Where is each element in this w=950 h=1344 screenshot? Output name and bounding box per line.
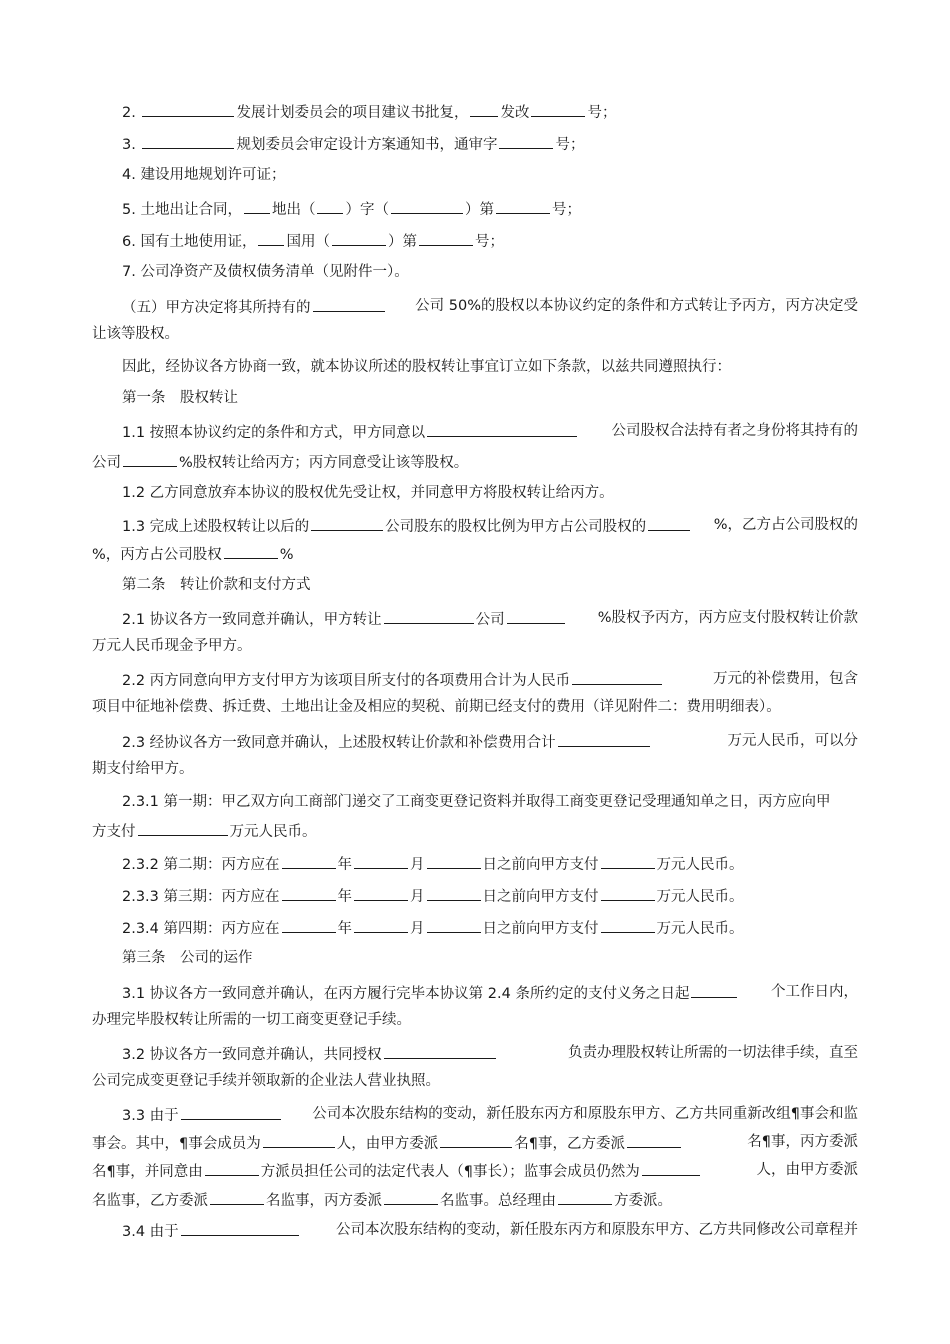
item-4-line: 4. 建设用地规划许可证； <box>122 167 286 183</box>
item-7-line: 7. 公司净资产及债权债务清单（见附件一）。 <box>122 264 409 280</box>
para-1-1-line1: 1.1 按照本协议约定的条件和方式，甲方同意以 公司股权合法持有者之身份将其持有的 <box>122 423 858 441</box>
article-1-heading: 第一条 股权转让 <box>122 390 238 406</box>
para-2-1-line2: 万元人民币现金予甲方。 <box>92 638 252 654</box>
para-3-3-line2: 事会。其中，¶事会成员为 人，由甲方委派 名¶事，乙方委派 名¶事，丙方委派 <box>92 1134 858 1152</box>
para-2-3-1-line2: 方支付 万元人民币。 <box>0 820 317 842</box>
clause-5-line1: （五）甲方决定将其所持有的 公司 50%的股权以本协议约定的条件和方式转让予丙方，丙方决定受 <box>122 298 858 316</box>
para-1-1-line2: 公司 %股权转让给丙方；丙方同意受让该等股权。 <box>0 451 468 473</box>
para-3-1-line1: 3.1 协议各方一致同意并确认，在丙方履行完毕本协议第 2.4 条所约定的支付义务之日起 个工作日内， <box>122 984 858 1002</box>
para-3-3-line3: 名¶事，并同意由 方派员担任公司的法定代表人（¶事长）；监事会成员仍然为 人，由甲方委派 <box>92 1162 858 1180</box>
para-2-2-line1: 2.2 丙方同意向甲方支付甲方为该项目所支付的各项费用合计为人民币 万元的补偿费用，包含 <box>122 671 858 689</box>
preamble-line: 因此，经协议各方协商一致，就本协议所述的股权转让事宜订立如下条款，以兹共同遵照执行： <box>122 359 731 375</box>
para-3-2-line2: 公司完成变更登记手续并领取新的企业法人营业执照。 <box>92 1073 440 1089</box>
para-3-4-line1: 3.4 由于 公司本次股东结构的变动，新任股东丙方和原股东甲方、乙方共同修改公司章程并 <box>122 1222 858 1240</box>
para-2-3-3: 2.3.3 第三期：丙方应在 年 月 日之前向甲方支付 万元人民币。 <box>0 885 744 907</box>
para-2-3-line2: 期支付给甲方。 <box>92 761 194 777</box>
para-3-1-line2: 办理完毕股权转让所需的一切工商变更登记手续。 <box>92 1012 411 1028</box>
item-6-line: 6. 国有土地使用证， 国用（ ）第 号； <box>0 230 504 252</box>
para-1-3-line2: %，丙方占公司股权 % <box>0 543 294 565</box>
para-3-3-line4: 名监事，乙方委派 名监事，丙方委派 名监事。总经理由 方委派。 <box>0 1189 672 1211</box>
para-2-2-line2: 项目中征地补偿费、拆迁费、土地出让金及相应的契税、前期已经支付的费用（详见附件二：费用明细表）。 <box>92 699 781 715</box>
article-2-heading: 第二条 转让价款和支付方式 <box>122 577 311 593</box>
article-3-heading: 第三条 公司的运作 <box>122 950 253 966</box>
item-3-line: 3. 规划委员会审定设计方案通知书，通审字 号； <box>0 133 584 155</box>
para-1-2: 1.2 乙方同意放弃本协议的股权优先受让权，并同意甲方将股权转让给丙方。 <box>122 485 614 501</box>
para-1-3-line1: 1.3 完成上述股权转让以后的 公司股东的股权比例为甲方占公司股权的 %，乙方占公司股权的 <box>122 517 858 535</box>
item-5-line: 5. 土地出让合同， 地出（ ）字（ ）第 号； <box>0 198 581 220</box>
para-2-3-1-line1: 2.3.1 第一期：甲乙双方向工商部门递交了工商变更登记资料并取得工商变更登记受理通知单之日，丙方应向甲 <box>122 794 831 810</box>
para-2-3-4: 2.3.4 第四期：丙方应在 年 月 日之前向甲方支付 万元人民币。 <box>0 917 744 939</box>
para-2-1-line1: 2.1 协议各方一致同意并确认，甲方转让 公司 %股权予丙方，丙方应支付股权转让价款 <box>122 610 858 628</box>
item-2-line: 2. 发展计划委员会的项目建议书批复， 发改 号； <box>0 101 616 123</box>
para-2-3-2: 2.3.2 第二期：丙方应在 年 月 日之前向甲方支付 万元人民币。 <box>0 853 744 875</box>
para-3-3-line1: 3.3 由于 公司本次股东结构的变动，新任股东丙方和原股东甲方、乙方共同重新改组¶事会和监 <box>122 1106 858 1124</box>
clause-5-line2: 让该等股权。 <box>92 326 179 342</box>
para-3-2-line1: 3.2 协议各方一致同意并确认，共同授权 负责办理股权转让所需的一切法律手续，直至 <box>122 1045 858 1063</box>
para-2-3-line1: 2.3 经协议各方一致同意并确认，上述股权转让价款和补偿费用合计 万元人民币，可以分 <box>122 733 858 751</box>
